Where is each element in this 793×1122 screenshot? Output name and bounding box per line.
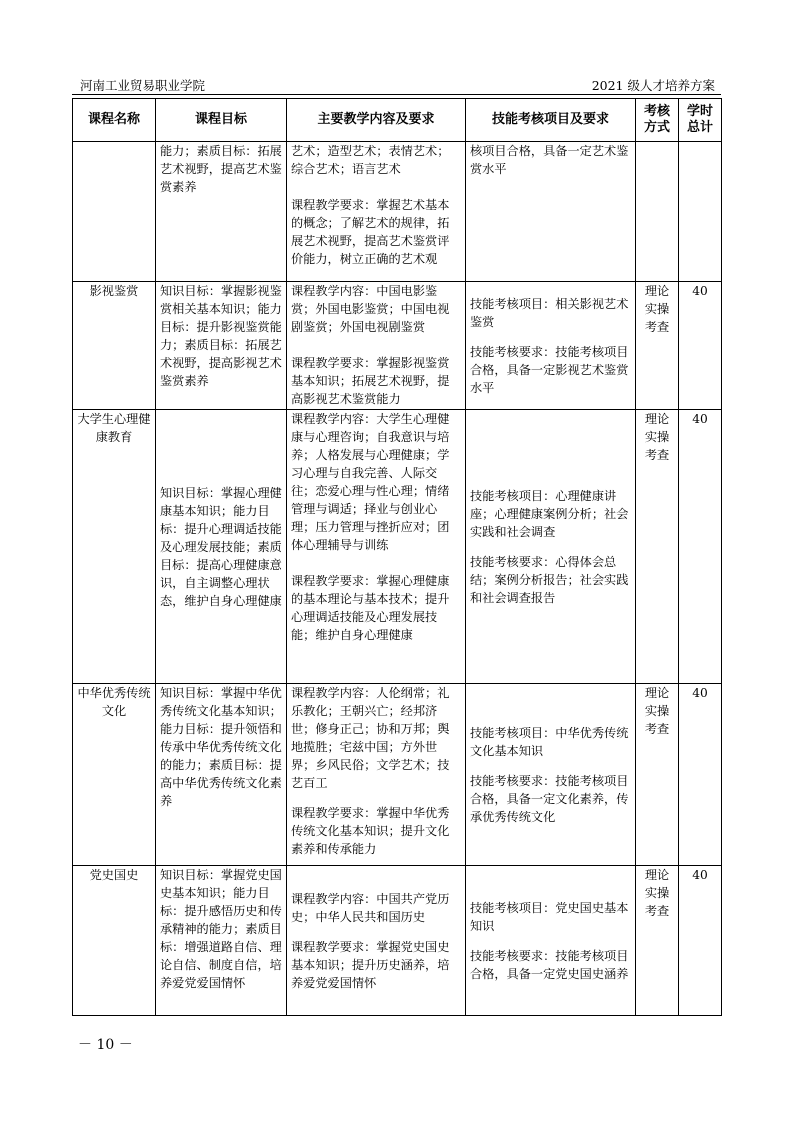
page-number: － 10 － — [78, 1037, 133, 1053]
skill-item: 技能考核项目：心理健康讲座；心理健康案例分析；社会实践和社会调查 — [470, 488, 629, 539]
skill-assessment — [466, 684, 636, 866]
col-header-skill: 技能考核项目及要求 — [466, 99, 636, 142]
skill-item: 技能考核项目：相关影视艺术鉴赏 — [470, 296, 629, 329]
course-content — [287, 684, 466, 866]
content-requirement: 课程教学要求：掌握艺术基本的概念；了解艺术的规律，拓展艺术视野，提高艺术鉴赏评价能力，树立正确的艺术观 — [291, 198, 450, 266]
assessment-method: 理论实操考查 — [636, 866, 679, 1016]
assessment-method — [636, 142, 679, 282]
course-name: 中华优秀传统文化 — [73, 684, 156, 866]
col-header-hours: 学时总计 — [679, 99, 722, 142]
skill-requirement: 技能考核要求：心得体会总结；案例分析报告；社会实践和社会调查报告 — [470, 554, 629, 605]
skill-item: 技能考核项目：党史国史基本知识 — [470, 900, 629, 933]
col-header-course-name: 课程名称 — [73, 99, 156, 142]
table-row — [73, 684, 722, 866]
course-goal: 知识目标：掌握心理健康基本知识；能力目标：提升心理调适技能及心理发展技能；素质目标：提高心理健康意识，自主调整心理状态，维护自身心理健康 — [156, 410, 287, 684]
total-hours: 40 — [679, 684, 722, 866]
assessment-method: 理论实操考查 — [636, 410, 679, 684]
col-header-content: 主要教学内容及要求 — [287, 99, 466, 142]
skill-requirement: 技能考核要求：技能考核项目合格，具备一定文化素养，传承优秀传统文化 — [470, 773, 629, 824]
table-header-row — [73, 99, 722, 142]
assessment-method: 理论实操考查 — [636, 684, 679, 866]
content-requirement: 课程教学要求：掌握影视鉴赏基本知识；拓展艺术视野，提高影视艺术鉴赏能力 — [291, 356, 450, 406]
skill-assessment — [466, 282, 636, 410]
content-requirement: 课程教学要求：掌握中华优秀传统文化基本知识；提升文化素养和传承能力 — [291, 806, 450, 856]
skill-assessment — [466, 866, 636, 1016]
table-row — [73, 282, 722, 410]
course-content — [287, 142, 466, 282]
course-name: 党史国史 — [73, 866, 156, 1016]
course-goal: 知识目标：掌握党史国史基本知识；能力目标：提升感悟历史和传承精神的能力；素质目标：增强道路自信、理论自信、制度自信，培养爱党爱国情怀 — [156, 866, 287, 1016]
content-text: 课程教学内容：人伦纲常；礼乐教化；王朝兴亡；经邦济世；修身正己；协和万邦；舆地揽胜；宅兹中国；方外世界；乡风民俗；文学艺术；技艺百工 — [291, 686, 450, 790]
course-goal: 知识目标：掌握影视鉴赏相关基本知识；能力目标：提升影视鉴赏能力；素质目标：拓展艺术视野，提高影视艺术鉴赏素养 — [156, 282, 287, 410]
total-hours — [679, 142, 722, 282]
content-text: 课程教学内容：中国电影鉴赏；外国电影鉴赏；中国电视剧鉴赏；外国电视剧鉴赏 — [291, 284, 450, 334]
course-name — [73, 142, 156, 282]
course-content — [287, 282, 466, 410]
total-hours: 40 — [679, 866, 722, 1016]
assessment-method: 理论实操考查 — [636, 282, 679, 410]
course-table — [72, 98, 722, 1016]
course-name: 大学生心理健康教育 — [73, 410, 156, 684]
content-requirement: 课程教学要求：掌握心理健康的基本理论与基本技术；提升心理调适技能及心理发展技能；维护自身心理健康 — [291, 574, 450, 642]
skill-assessment — [466, 142, 636, 282]
table-row — [73, 866, 722, 1016]
document-title: 2021 级人才培养方案 — [591, 78, 715, 93]
content-text: 课程教学内容：大学生心理健康与心理咨询；自我意识与培养；人格发展与心理健康；学习心理与自我完善、人际交往；恋爱心理与性心理；情绪管理与调适；择业与创业心理；压力管理与挫折应对；团体心理辅导与训练 — [291, 412, 450, 552]
table-row — [73, 410, 722, 684]
col-header-course-goal: 课程目标 — [156, 99, 287, 142]
content-text: 课程教学内容：中国共产党历史；中华人民共和国历史 — [291, 891, 450, 924]
course-content — [287, 410, 466, 684]
total-hours: 40 — [679, 410, 722, 684]
course-goal: 知识目标：掌握中华优秀传统文化基本知识；能力目标：提升领悟和传承中华优秀传统文化的能力；素质目标：提高中华优秀传统文化素养 — [156, 684, 287, 866]
course-goal: 能力；素质目标：拓展艺术视野，提高艺术鉴赏素养 — [156, 142, 287, 282]
course-name: 影视鉴赏 — [73, 282, 156, 410]
total-hours: 40 — [679, 282, 722, 410]
course-content — [287, 866, 466, 1016]
school-name: 河南工业贸易职业学院 — [80, 78, 206, 93]
col-header-method: 考核方式 — [636, 99, 679, 142]
content-requirement: 课程教学要求：掌握党史国史基本知识；提升历史涵养，培养爱党爱国情怀 — [291, 939, 450, 990]
skill-requirement: 技能考核要求：技能考核项目合格，具备一定党史国史涵养 — [470, 948, 629, 981]
table-row — [73, 142, 722, 282]
content-text: 艺术；造型艺术；表情艺术；综合艺术；语言艺术 — [291, 144, 450, 176]
skill-requirement: 技能考核要求：技能考核项目合格，具备一定影视艺术鉴赏水平 — [470, 344, 629, 395]
skill-requirement: 核项目合格，具备一定艺术鉴赏水平 — [470, 144, 629, 176]
page-header — [72, 74, 721, 95]
skill-assessment — [466, 410, 636, 684]
skill-item: 技能考核项目：中华优秀传统文化基本知识 — [470, 725, 629, 758]
